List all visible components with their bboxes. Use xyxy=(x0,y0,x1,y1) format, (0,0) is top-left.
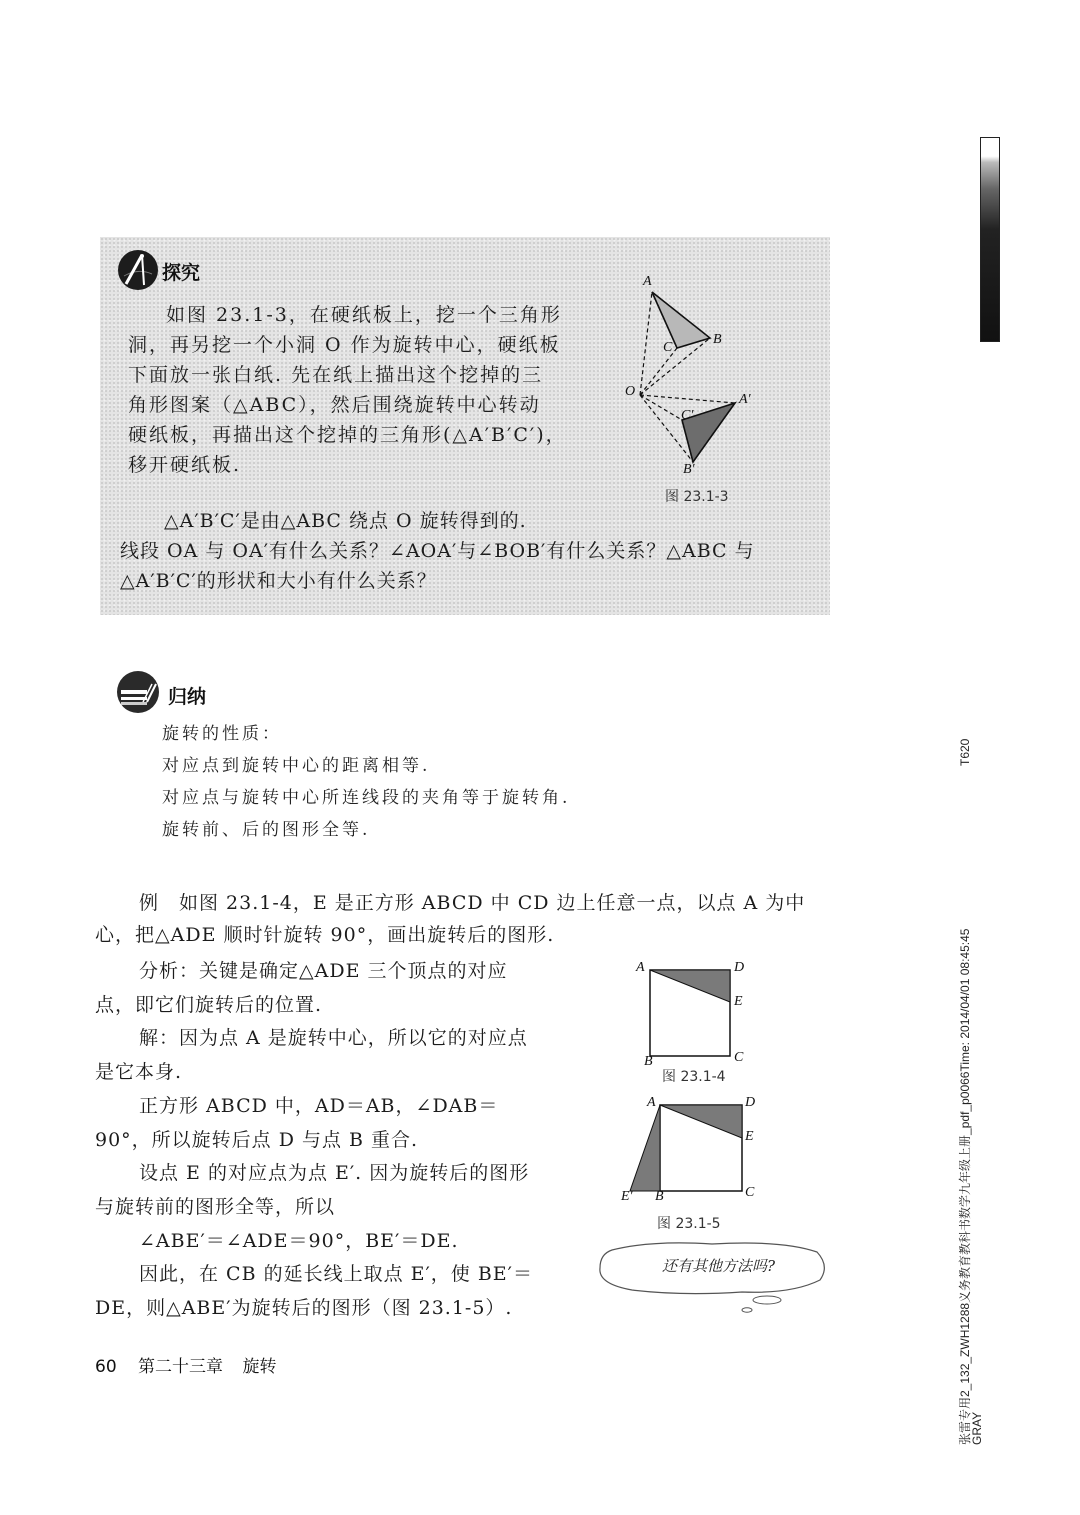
text-line: 线段 OA 与 OA′有什么关系？∠AOA′与∠BOB′有什么关系？△ABC 与 xyxy=(120,540,755,562)
figure-caption: 图 23.1-3 xyxy=(665,489,729,505)
label-e: E xyxy=(745,1129,754,1144)
solution-line: DE，则△ABE′为旋转后的图形（图 23.1-5）. xyxy=(95,1297,513,1320)
scan-mode: GRAY xyxy=(970,1411,984,1445)
thought-bubble-text: 还有其他方法吗? xyxy=(662,1257,776,1275)
analysis-line: 点，即它们旋转后的位置. xyxy=(95,993,323,1016)
thought-bubble xyxy=(592,1238,832,1318)
book-stack-icon xyxy=(116,670,160,714)
compass-icon xyxy=(118,250,158,290)
page-number: 60 xyxy=(95,1357,117,1377)
example-solution xyxy=(95,955,533,1326)
label-b: B xyxy=(655,1189,664,1204)
summary-item: 对应点到旋转中心的距离相等. xyxy=(162,756,431,776)
summary-title: 归纳 xyxy=(168,686,207,708)
text-line: △A′B′C′的形状和大小有什么关系？ xyxy=(120,570,437,592)
chapter-label: 第二十三章 xyxy=(138,1357,224,1377)
label-b: B xyxy=(713,332,722,347)
text-line: 如图 23.1-3，在硬纸板上，挖一个三角形 xyxy=(166,304,562,326)
label-b-prime: B′ xyxy=(683,462,695,477)
text-line: 洞，再另挖一个小洞 O 作为旋转中心，硬纸板 xyxy=(128,334,561,356)
chapter-title: 旋转 xyxy=(242,1357,277,1377)
text-line: △A′B′C′是由△ABC 绕点 O 旋转得到的. xyxy=(164,510,527,532)
text-line: 例 如图 23.1-4，E 是正方形 ABCD 中 CD 边上任意一点，以点 A 为中 xyxy=(139,892,806,914)
label-c: C xyxy=(663,340,673,355)
solution-line: 设点 E 的对应点为点 E′. 因为旋转后的图形 xyxy=(139,1162,530,1185)
solution-line: 解：因为点 A 是旋转中心，所以它的对应点 xyxy=(139,1027,528,1050)
summary-list xyxy=(162,718,570,846)
summary-item: 对应点与旋转中心所连线段的夹角等于旋转角. xyxy=(162,788,571,808)
figure-23-1-4 xyxy=(630,960,770,1090)
explore-questions xyxy=(120,506,755,596)
explore-paragraph xyxy=(128,300,567,480)
solution-line: 90°，所以旋转后点 D 与点 B 重合. xyxy=(95,1128,419,1151)
grayscale-calibration-bar xyxy=(980,137,1000,342)
margin-code: T620 xyxy=(958,738,972,766)
label-d: D xyxy=(734,960,745,975)
rotation-diagram xyxy=(615,270,795,490)
explore-title: 探究 xyxy=(162,262,201,284)
label-a: A xyxy=(647,1095,656,1110)
page-footer xyxy=(95,1352,276,1377)
label-e: E xyxy=(734,994,743,1009)
figure-23-1-3 xyxy=(615,270,795,510)
solution-line: 与旋转前的图形全等，所以 xyxy=(95,1195,336,1218)
solution-line: 因此，在 CB 的延长线上取点 E′，使 BE′＝ xyxy=(139,1263,533,1286)
figure-caption: 图 23.1-5 xyxy=(657,1216,721,1232)
text-line: 硬纸板，再描出这个挖掉的三角形(△A′B′C′)， xyxy=(128,424,567,446)
label-c: C xyxy=(745,1185,755,1200)
analysis-line: 分析：关键是确定△ADE 三个顶点的对应 xyxy=(139,960,508,982)
label-o: O xyxy=(625,384,636,399)
text-line: 移开硬纸板. xyxy=(128,454,242,476)
label-b: B xyxy=(644,1054,653,1069)
equation-line: ∠ABE′＝∠ADE＝90°，BE′＝DE. xyxy=(139,1229,459,1252)
label-a: A xyxy=(636,960,645,975)
text-line: 角形图案（△ABC），然后围绕旋转中心转动 xyxy=(128,394,541,416)
label-e-prime: E′ xyxy=(621,1189,633,1204)
solution-line: 正方形 ABCD 中，AD＝AB，∠DAB＝ xyxy=(139,1094,499,1117)
label-c-prime: C′ xyxy=(681,408,694,423)
figure-caption: 图 23.1-4 xyxy=(662,1069,726,1085)
solution-line: 是它本身. xyxy=(95,1061,183,1084)
summary-item: 旋转的性质： xyxy=(162,724,282,744)
label-d: D xyxy=(745,1095,756,1110)
label-c: C xyxy=(734,1050,744,1065)
figure-23-1-5 xyxy=(615,1095,775,1235)
label-a-prime: A′ xyxy=(739,392,751,407)
example-statement xyxy=(95,887,805,951)
scan-info: 张雷专用2_132_ZWH1288义务教育教科书数学九年级上册_pdf_p0066Time: 2014/04/01 08:45:45 xyxy=(958,928,972,1445)
text-line: 心，把△ADE 顺时针旋转 90°，画出旋转后的图形. xyxy=(95,924,555,946)
text-line: 下面放一张白纸. 先在纸上描出这个挖掉的三 xyxy=(128,364,544,386)
summary-item: 旋转前、后的图形全等. xyxy=(162,820,371,840)
label-a: A xyxy=(643,274,652,289)
